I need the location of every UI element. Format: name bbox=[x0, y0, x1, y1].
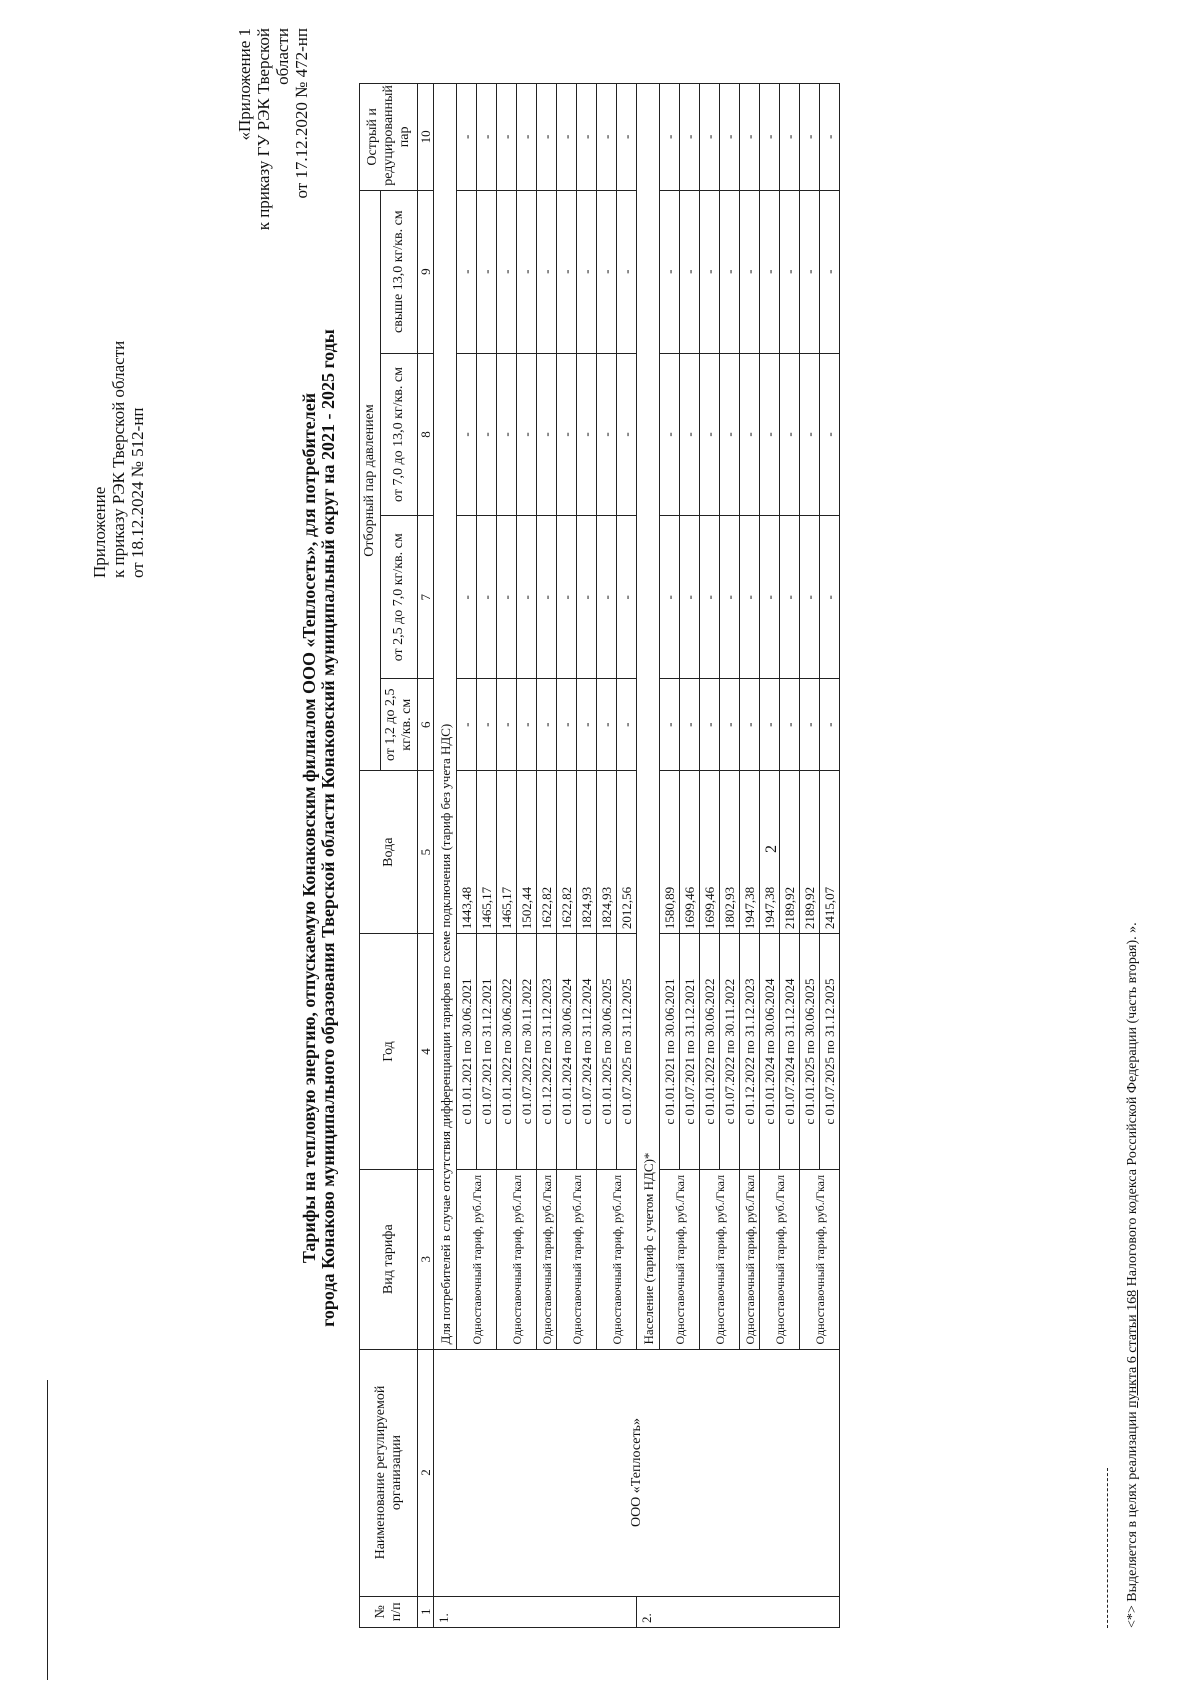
appendix-header bbox=[90, 341, 147, 578]
header-p3: от 7,0 до 13,0 кг/кв. см bbox=[381, 353, 418, 516]
dash-cell: - bbox=[720, 353, 740, 516]
dash-cell: - bbox=[557, 516, 577, 679]
dash-cell: - bbox=[577, 353, 597, 516]
period-cell: с 01.07.2025 по 31.12.2025 bbox=[617, 934, 637, 1170]
tariff-kind: Одноставочный тариф, руб./Гкал bbox=[740, 1169, 760, 1349]
water-tariff-cell: 2415,07 bbox=[820, 771, 840, 934]
section-label: Население (тариф с учетом НДС)* bbox=[637, 84, 660, 1350]
header-p4: свыше 13,0 кг/кв. см bbox=[381, 190, 418, 353]
org-name: ООО «Теплосеть» bbox=[434, 1349, 840, 1596]
dash-cell: - bbox=[680, 353, 700, 516]
period-cell: с 01.01.2024 по 30.06.2024 bbox=[760, 934, 780, 1170]
period-cell: с 01.12.2022 по 31.12.2023 bbox=[740, 934, 760, 1170]
dash-cell: - bbox=[577, 190, 597, 353]
dash-cell: - bbox=[660, 190, 680, 353]
dash-cell: - bbox=[557, 679, 577, 771]
dash-cell: - bbox=[780, 353, 800, 516]
dash-cell: - bbox=[497, 516, 517, 679]
period-cell: с 01.07.2021 по 31.12.2021 bbox=[477, 934, 497, 1170]
header-kind: Вид тарифа bbox=[360, 1169, 418, 1349]
dash-cell: - bbox=[700, 84, 720, 191]
period-cell: с 01.01.2022 по 30.06.2022 bbox=[497, 934, 517, 1170]
col-number: 2 bbox=[418, 1349, 434, 1596]
dash-cell: - bbox=[800, 679, 820, 771]
dash-cell: - bbox=[700, 353, 720, 516]
header-org: Наименование регулируемой организации bbox=[360, 1349, 418, 1596]
period-cell: с 01.07.2021 по 31.12.2021 bbox=[680, 934, 700, 1170]
section-num: 1. bbox=[434, 1596, 637, 1627]
tariff-kind: Одноставочный тариф, руб./Гкал bbox=[497, 1169, 537, 1349]
dash-cell: - bbox=[477, 353, 497, 516]
water-tariff-cell: 1699,46 bbox=[680, 771, 700, 934]
dash-cell: - bbox=[680, 516, 700, 679]
dash-cell: - bbox=[760, 190, 780, 353]
col-number: 4 bbox=[418, 934, 434, 1170]
period-cell: с 01.01.2025 по 30.06.2025 bbox=[597, 934, 617, 1170]
dash-cell: - bbox=[537, 84, 557, 191]
dash-cell: - bbox=[517, 353, 537, 516]
dash-cell: - bbox=[457, 353, 477, 516]
period-cell: с 01.01.2021 по 30.06.2021 bbox=[660, 934, 680, 1170]
period-cell: с 01.01.2021 по 30.06.2021 bbox=[457, 934, 477, 1170]
footnote bbox=[1125, 922, 1141, 1628]
dash-cell: - bbox=[597, 190, 617, 353]
dash-cell: - bbox=[477, 679, 497, 771]
dash-cell: - bbox=[557, 190, 577, 353]
header-year: Год bbox=[360, 934, 418, 1170]
dash-cell: - bbox=[800, 84, 820, 191]
dash-cell: - bbox=[740, 84, 760, 191]
water-tariff-cell: 1824,93 bbox=[577, 771, 597, 934]
dash-cell: - bbox=[800, 516, 820, 679]
section-num: 2. bbox=[637, 1596, 840, 1627]
dash-cell: - bbox=[577, 679, 597, 771]
column-numbers-row bbox=[418, 84, 434, 1628]
appendix-line: Приложение bbox=[90, 486, 109, 578]
col-number: 8 bbox=[418, 353, 434, 516]
section-label: Для потребителей в случае отсутствия дифференциации тарифов по схеме подключения (тариф без учета НДС) bbox=[434, 84, 457, 1350]
dash-cell: - bbox=[517, 679, 537, 771]
tariff-kind: Одноставочный тариф, руб./Гкал bbox=[537, 1169, 557, 1349]
water-tariff-cell: 1947,38 bbox=[740, 771, 760, 934]
dash-cell: - bbox=[760, 679, 780, 771]
footnote-text: Налогового кодекса Российской Федерации (часть вторая). ». bbox=[1125, 922, 1140, 1290]
dash-cell: - bbox=[497, 190, 517, 353]
dash-cell: - bbox=[760, 516, 780, 679]
dash-cell: - bbox=[820, 84, 840, 191]
dash-cell: - bbox=[597, 679, 617, 771]
dash-cell: - bbox=[537, 679, 557, 771]
dash-cell: - bbox=[660, 353, 680, 516]
dash-cell: - bbox=[577, 84, 597, 191]
footnote-text: <*> Выделяется в целях реализации bbox=[1125, 1407, 1140, 1628]
dash-cell: - bbox=[617, 516, 637, 679]
water-tariff-cell: 1465,17 bbox=[477, 771, 497, 934]
dash-cell: - bbox=[740, 516, 760, 679]
dash-cell: - bbox=[660, 84, 680, 191]
dash-cell: - bbox=[780, 679, 800, 771]
water-tariff-cell: 1802,93 bbox=[720, 771, 740, 934]
water-tariff-cell: 2189,92 bbox=[800, 771, 820, 934]
dash-cell: - bbox=[720, 516, 740, 679]
dash-cell: - bbox=[537, 353, 557, 516]
rotated-page-content bbox=[45, 28, 1185, 1668]
dash-cell: - bbox=[517, 190, 537, 353]
dash-cell: - bbox=[617, 84, 637, 191]
dash-cell: - bbox=[720, 190, 740, 353]
tariff-kind: Одноставочный тариф, руб./Гкал bbox=[800, 1169, 840, 1349]
header-p1: от 1,2 до 2,5 кг/кв. см bbox=[381, 679, 418, 771]
header-sharp: Острый и редуцированный пар bbox=[360, 84, 418, 191]
header-steam-group: Отборный пар давлением bbox=[360, 190, 381, 771]
dash-cell: - bbox=[700, 516, 720, 679]
water-tariff-cell: 1443,48 bbox=[457, 771, 477, 934]
dash-cell: - bbox=[617, 679, 637, 771]
col-number: 9 bbox=[418, 190, 434, 353]
document-title bbox=[300, 228, 338, 1428]
dash-cell: - bbox=[457, 516, 477, 679]
appendix-line: от 18.12.2024 № 512-нп bbox=[128, 407, 147, 578]
dash-cell: - bbox=[740, 353, 760, 516]
period-cell: с 01.07.2025 по 31.12.2025 bbox=[820, 934, 840, 1170]
dash-cell: - bbox=[557, 353, 577, 516]
tariff-kind: Одноставочный тариф, руб./Гкал bbox=[660, 1169, 700, 1349]
water-tariff-cell: 1947,38 bbox=[760, 771, 780, 934]
header-num: № п/п bbox=[360, 1596, 418, 1627]
col-number: 3 bbox=[418, 1169, 434, 1349]
dash-cell: - bbox=[537, 190, 557, 353]
footnote-separator bbox=[1107, 1468, 1108, 1628]
dash-cell: - bbox=[597, 353, 617, 516]
period-cell: с 01.07.2022 по 30.11.2022 bbox=[720, 934, 740, 1170]
dash-cell: - bbox=[617, 190, 637, 353]
period-cell: с 01.01.2024 по 30.06.2024 bbox=[557, 934, 577, 1170]
tariff-kind: Одноставочный тариф, руб./Гкал bbox=[557, 1169, 597, 1349]
dash-cell: - bbox=[820, 516, 840, 679]
dash-cell: - bbox=[597, 84, 617, 191]
period-cell: с 01.07.2024 по 31.12.2024 bbox=[780, 934, 800, 1170]
footnote-link[interactable]: пункта 6 статьи 168 bbox=[1125, 1289, 1140, 1408]
dash-cell: - bbox=[740, 190, 760, 353]
tariff-kind: Одноставочный тариф, руб./Гкал bbox=[457, 1169, 497, 1349]
dash-cell: - bbox=[780, 190, 800, 353]
col-number: 6 bbox=[418, 679, 434, 771]
dash-cell: - bbox=[497, 679, 517, 771]
dash-cell: - bbox=[537, 516, 557, 679]
water-tariff-cell: 1824,93 bbox=[597, 771, 617, 934]
water-tariff-cell: 1622,82 bbox=[537, 771, 557, 934]
dash-cell: - bbox=[617, 353, 637, 516]
dash-cell: - bbox=[557, 84, 577, 191]
table-body bbox=[434, 84, 840, 1628]
dash-cell: - bbox=[517, 516, 537, 679]
dash-cell: - bbox=[800, 353, 820, 516]
period-cell: с 01.07.2022 по 30.11.2022 bbox=[517, 934, 537, 1170]
water-tariff-cell: 1580,89 bbox=[660, 771, 680, 934]
col-number: 5 bbox=[418, 771, 434, 934]
dash-cell: - bbox=[800, 190, 820, 353]
dash-cell: - bbox=[477, 516, 497, 679]
dash-cell: - bbox=[720, 679, 740, 771]
title-line-2: города Конаково муниципального образования Тверской области Конаковский муниципальный округ на 2021 - 2025 годы bbox=[318, 329, 338, 1327]
period-cell: с 01.07.2024 по 31.12.2024 bbox=[577, 934, 597, 1170]
dash-cell: - bbox=[820, 679, 840, 771]
appendix-line: к приказу ГУ РЭК Тверской области bbox=[254, 28, 292, 231]
dash-cell: - bbox=[660, 679, 680, 771]
dash-cell: - bbox=[780, 516, 800, 679]
dash-cell: - bbox=[457, 84, 477, 191]
appendix-line: от 17.12.2020 № 472-нп bbox=[292, 28, 311, 199]
dash-cell: - bbox=[700, 190, 720, 353]
water-tariff-cell: 1622,82 bbox=[557, 771, 577, 934]
dash-cell: - bbox=[597, 516, 617, 679]
tariff-kind: Одноставочный тариф, руб./Гкал bbox=[760, 1169, 800, 1349]
dash-cell: - bbox=[680, 679, 700, 771]
dash-cell: - bbox=[660, 516, 680, 679]
tariff-table bbox=[359, 83, 840, 1628]
dash-cell: - bbox=[780, 84, 800, 191]
col-number: 10 bbox=[418, 84, 434, 191]
water-tariff-cell: 1502,44 bbox=[517, 771, 537, 934]
dash-cell: - bbox=[820, 190, 840, 353]
dash-cell: - bbox=[497, 84, 517, 191]
dash-cell: - bbox=[760, 84, 780, 191]
dash-cell: - bbox=[457, 679, 477, 771]
dash-cell: - bbox=[740, 679, 760, 771]
dash-cell: - bbox=[497, 353, 517, 516]
col-number: 1 bbox=[418, 1596, 434, 1627]
header-water: Вода bbox=[360, 771, 418, 934]
dash-cell: - bbox=[720, 84, 740, 191]
dash-cell: - bbox=[700, 679, 720, 771]
section-row bbox=[434, 84, 457, 1628]
period-cell: с 01.12.2022 по 31.12.2023 bbox=[537, 934, 557, 1170]
water-tariff-cell: 1699,46 bbox=[700, 771, 720, 934]
period-cell: с 01.01.2025 по 30.06.2025 bbox=[800, 934, 820, 1170]
dash-cell: - bbox=[820, 353, 840, 516]
dash-cell: - bbox=[457, 190, 477, 353]
dash-cell: - bbox=[680, 190, 700, 353]
tariff-kind: Одноставочный тариф, руб./Гкал bbox=[700, 1169, 740, 1349]
dash-cell: - bbox=[477, 190, 497, 353]
tariff-kind: Одноставочный тариф, руб./Гкал bbox=[597, 1169, 637, 1349]
title-line-1: Тарифы на тепловую энергию, отпускаемую Конаковским филиалом ООО «Теплосеть», для потребителей bbox=[299, 392, 319, 1264]
dash-cell: - bbox=[477, 84, 497, 191]
header-p2: от 2,5 до 7,0 кг/кв. см bbox=[381, 516, 418, 679]
page-number: 2 bbox=[763, 845, 780, 853]
dash-cell: - bbox=[577, 516, 597, 679]
appendix-line: к приказу РЭК Тверской области bbox=[109, 340, 128, 578]
period-cell: с 01.01.2022 по 30.06.2022 bbox=[700, 934, 720, 1170]
water-tariff-cell: 2012,56 bbox=[617, 771, 637, 934]
col-number: 7 bbox=[418, 516, 434, 679]
appendix-line: «Приложение 1 bbox=[235, 28, 254, 141]
water-tariff-cell: 1465,17 bbox=[497, 771, 517, 934]
dash-cell: - bbox=[680, 84, 700, 191]
table-header-row bbox=[360, 84, 381, 1628]
dash-cell: - bbox=[517, 84, 537, 191]
dash-cell: - bbox=[760, 353, 780, 516]
water-tariff-cell: 2189,92 bbox=[780, 771, 800, 934]
